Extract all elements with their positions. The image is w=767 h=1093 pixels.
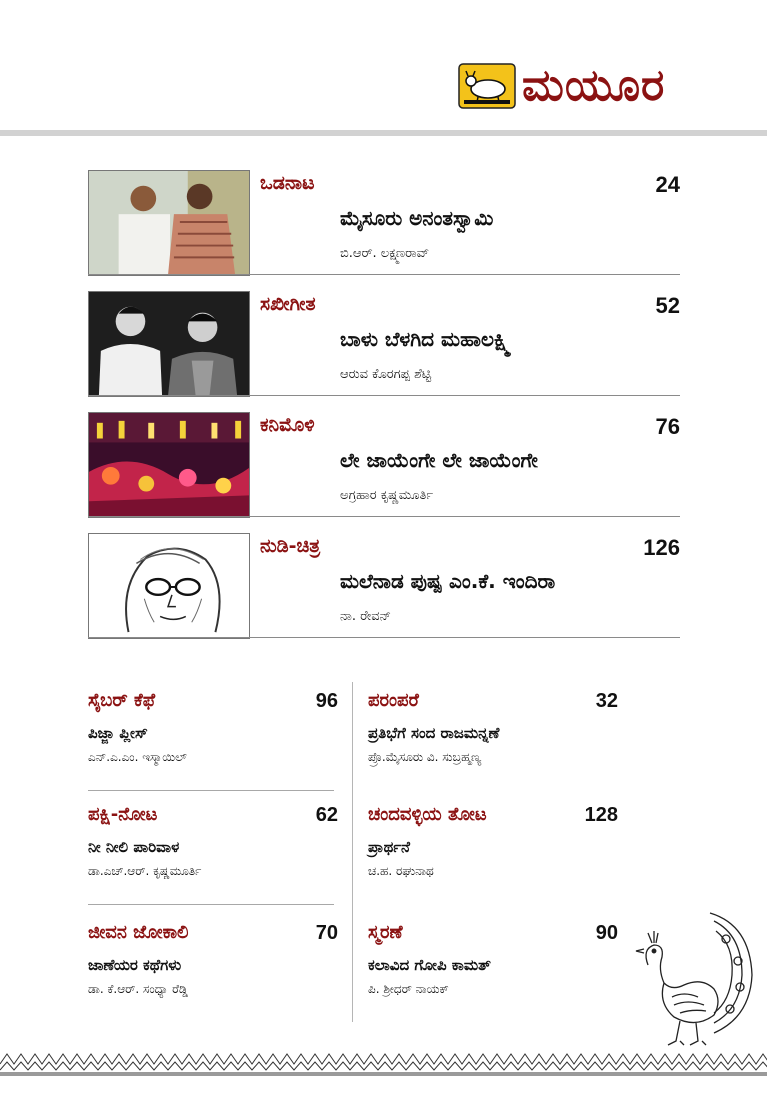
entry-title[interactable]: ಜಾಣೆಯರ ಕಥೆಗಳು — [88, 956, 182, 974]
entry-page-number: 32 — [595, 690, 618, 712]
entry-title[interactable]: ಪ್ರಾರ್ಥನೆ — [368, 838, 410, 856]
feature-divider — [88, 274, 680, 275]
feature-page-number: 76 — [655, 414, 680, 439]
feature-section-label: ಸಖೀಗೀತ — [260, 293, 316, 315]
peacock-line-art-icon — [618, 905, 758, 1055]
feature-title[interactable]: ಬಾಳು ಬೆಳಗಿದ ಮಹಾಲಕ್ಷ್ಮಿ — [340, 327, 511, 351]
entry-title[interactable]: ಕಲಾವಿದ ಗೋಪಿ ಕಾಮತ್ — [368, 956, 491, 974]
entry-page-number: 62 — [315, 804, 338, 826]
entry-page-number: 128 — [584, 804, 618, 826]
feature-entry[interactable] — [88, 412, 680, 520]
feature-photo — [88, 291, 250, 397]
entry-divider — [88, 904, 334, 905]
feature-author: ಬಿ.ಆರ್. ಲಕ್ಷ್ಮಣರಾವ್ — [340, 246, 430, 261]
entry-author: ಪಿ. ಶ್ರೀಧರ್ ನಾಯಕ್ — [368, 982, 449, 996]
feature-entry[interactable] — [88, 170, 680, 278]
feature-photo — [88, 533, 250, 639]
entry-title[interactable]: ನೀ ನೀಲಿ ಪಾರಿವಾಳ — [88, 838, 180, 856]
entry-author: ಡಾ.ಎಚ್.ಆರ್. ಕೃಷ್ಣಮೂರ್ತಿ — [88, 864, 202, 878]
entry-section-label: ಪರಂಪರೆ — [368, 690, 419, 711]
entry-title[interactable]: ಪ್ರತಿಭೆಗೆ ಸಂದ ರಾಜಮನ್ನಣೆ — [368, 724, 500, 742]
entry-section-label: ಸೈಬರ್ ಕೆಫೆ — [88, 690, 156, 711]
entry-author: ಪ್ರೊ.ಮೈಸೂರು ವಿ. ಸುಬ್ರಹ್ಮಣ್ಯ — [368, 750, 482, 764]
entry-title[interactable]: ಪಿಜ್ಜಾ ಪ್ಲೀಸ್ — [88, 724, 148, 742]
entry-section-label: ಚಂದವಳ್ಳಿಯ ತೋಟ — [368, 804, 487, 825]
entry-author: ಡಾ. ಕೆ.ಆರ್. ಸಂಧ್ಯಾ ರೆಡ್ಡಿ — [88, 982, 188, 996]
feature-photo — [88, 412, 250, 518]
feature-page-number: 52 — [655, 293, 680, 318]
feature-entry[interactable] — [88, 533, 680, 641]
feature-author: ಅಗ್ರಹಾರ ಕೃಷ್ಣಮೂರ್ತಿ — [340, 488, 434, 503]
entry-section-label: ಸ್ಮರಣೆ — [368, 922, 403, 943]
entry-page-number: 90 — [595, 922, 618, 944]
entry-page-number: 96 — [315, 690, 338, 712]
entry-section-label: ಪಕ್ಷಿ-ನೋಟ — [88, 804, 158, 825]
feature-photo — [88, 170, 250, 276]
feature-author: ನಾ. ರೇವನ್ — [340, 609, 392, 624]
feature-author: ಆರುವ ಕೊರಗಪ್ಪ ಶೆಟ್ಟಿ — [340, 367, 432, 382]
entry-author: ಎನ್.ಎ.ಎಂ. ಇಸ್ಮಾಯಿಲ್ — [88, 750, 187, 764]
feature-section-label: ಕನಿಮೊಳಿ — [260, 414, 315, 436]
entry-page-number: 70 — [315, 922, 338, 944]
feature-divider — [88, 395, 680, 396]
magazine-name: ಮಯೂರ — [522, 60, 666, 111]
feature-section-label: ಒಡನಾಟ — [260, 172, 315, 194]
entry-divider — [88, 790, 334, 791]
feature-page-number: 126 — [643, 535, 680, 560]
feature-page-number: 24 — [655, 172, 680, 197]
feature-section-label: ನುಡಿ-ಚಿತ್ರ — [260, 535, 321, 557]
entry-author: ಚ.ಹ. ರಘುನಾಥ — [368, 864, 434, 878]
feature-title[interactable]: ಲೇ ಜಾಯೆಂಗೇ ಲೇ ಜಾಯೆಂಗೇ — [340, 448, 538, 472]
magazine-logo — [458, 56, 698, 116]
bull-emblem-icon — [458, 63, 516, 109]
feature-divider — [88, 516, 680, 517]
zigzag-border-icon — [0, 1050, 767, 1080]
feature-entry[interactable] — [88, 291, 680, 399]
feature-title[interactable]: ಮೈಸೂರು ಅನಂತಸ್ವಾಮಿ — [340, 206, 494, 230]
feature-divider — [88, 637, 680, 638]
entry-section-label: ಜೀವನ ಜೋಕಾಲಿ — [88, 922, 189, 943]
feature-title[interactable]: ಮಲೆನಾಡ ಪುಷ್ಪ ಎಂ.ಕೆ. ಇಂದಿರಾ — [340, 569, 556, 593]
header-divider — [0, 130, 767, 136]
column-divider — [352, 682, 353, 1022]
